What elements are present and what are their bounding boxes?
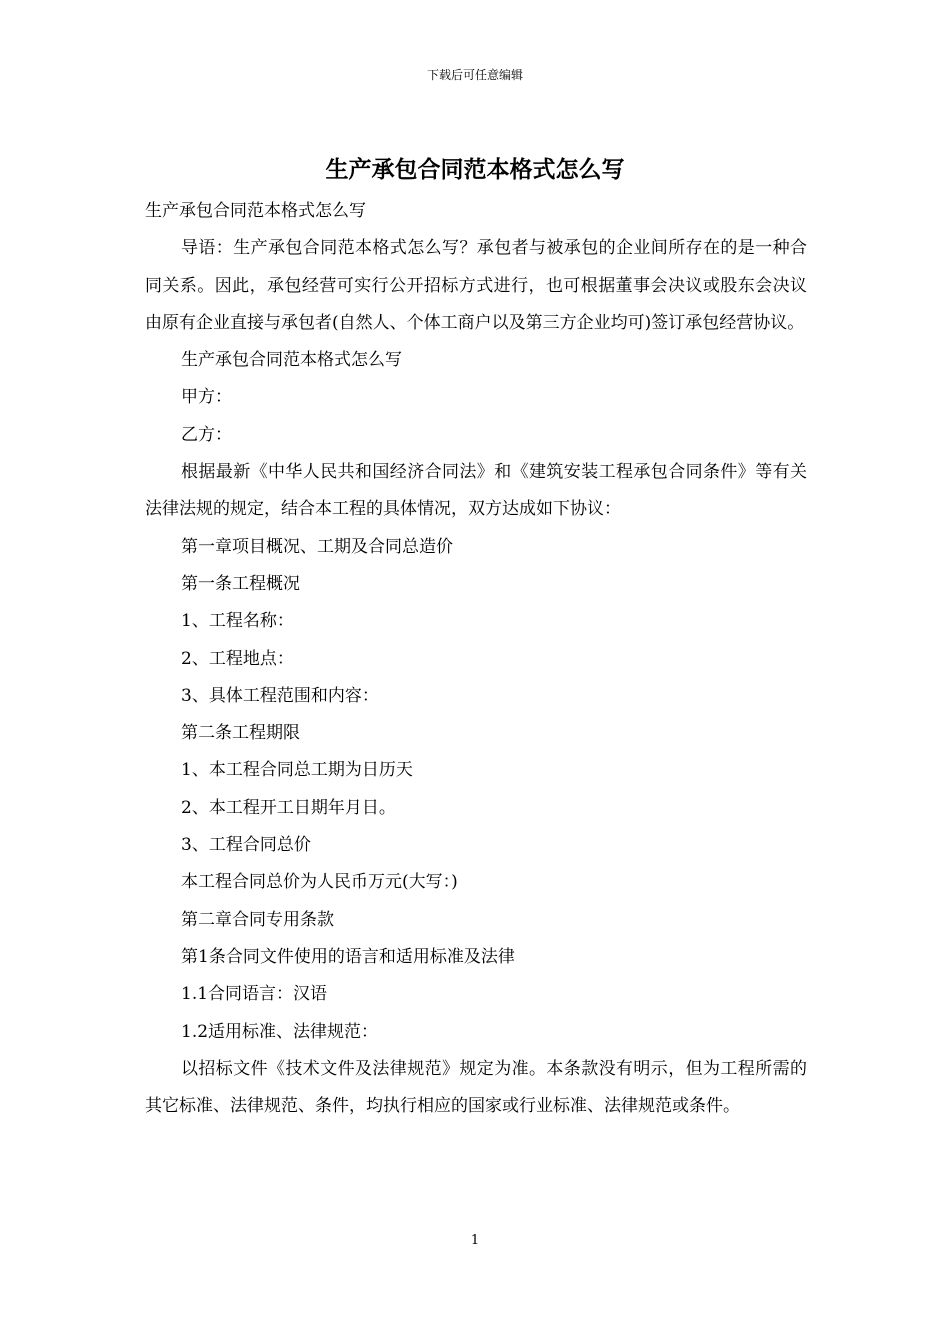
- page-header-note: 下载后可任意编辑: [426, 68, 523, 82]
- contract-price-line: 本工程合同总价为人民币万元(大写：): [181, 872, 458, 893]
- clause-item: 1.2适用标准、法律规范：: [181, 1021, 379, 1042]
- intro-paragraph: 导语：生产承包合同范本格式怎么写？承包者与被承包的企业间所存在的是一种合同关系。因此，承包经营可实行公开招标方式进行，也可根据董事会决议或股东会决议由原有企业直接与承包者(自然人、个体工商户以及第三方企业均可)签订承包经营协议。: [145, 238, 807, 333]
- basis-paragraph: 根据最新《中华人民共和国经济合同法》和《建筑安装工程承包合同条件》等有关法律法规的规定，结合本工程的具体情况，双方达成如下协议：: [145, 462, 807, 520]
- list-item: 3、工程合同总价: [181, 835, 311, 856]
- article-heading: 第1条合同文件使用的语言和适用标准及法律: [181, 946, 515, 967]
- clause-item: 1.1合同语言：汉语: [181, 984, 328, 1005]
- page-number: 1: [470, 1233, 480, 1248]
- chapter-heading: 第二章合同专用条款: [181, 909, 334, 930]
- standards-paragraph: 以招标文件《技术文件及法律规范》规定为准。本条款没有明示，但为工程所需的其它标准、法律规范、条件，均执行相应的国家或行业标准、法律规范或条件。: [145, 1058, 807, 1117]
- list-item: 2、工程地点：: [181, 648, 294, 669]
- section-heading: 生产承包合同范本格式怎么写: [181, 350, 402, 371]
- party-b-line: 乙方：: [181, 424, 232, 445]
- list-item: 2、本工程开工日期年月日。: [181, 797, 396, 818]
- list-item: 3、具体工程范围和内容：: [181, 685, 379, 706]
- party-a-line: 甲方：: [181, 387, 232, 408]
- document-title: 生产承包合同范本格式怎么写: [325, 156, 625, 183]
- chapter-heading: 第一章项目概况、工期及合同总造价: [181, 536, 453, 557]
- list-item: 1、本工程合同总工期为日历天: [181, 760, 413, 781]
- list-item: 1、工程名称：: [181, 611, 294, 632]
- article-heading: 第一条工程概况: [181, 573, 300, 594]
- subtitle-line: 生产承包合同范本格式怎么写: [145, 201, 366, 221]
- article-heading: 第二条工程期限: [181, 723, 300, 744]
- document-body: [145, 193, 807, 1125]
